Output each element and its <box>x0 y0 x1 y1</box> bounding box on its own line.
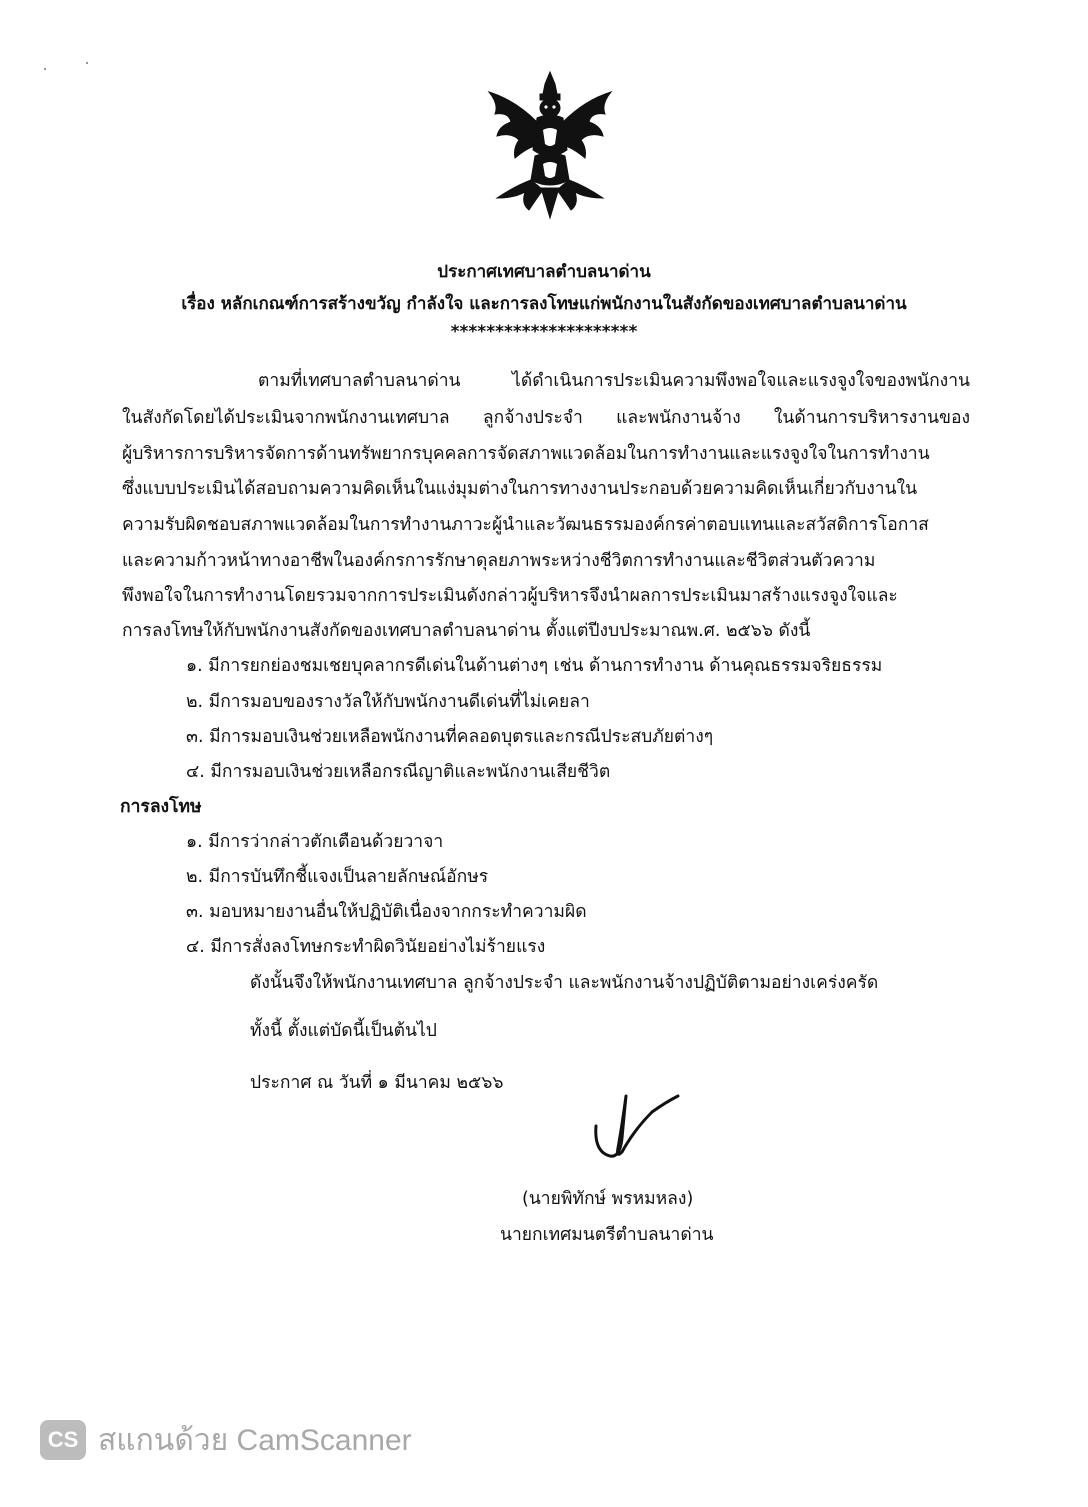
title-separator: ********************* <box>450 322 638 342</box>
punishment-heading: การลงโทษ <box>120 797 202 817</box>
paragraph-line: พึงพอใจในการทำงานโดยรวมจากการประเมินดังกล่าวผู้บริหารจึงนำผลการประเมินมาสร้างแรงจูงใจและ <box>122 586 898 606</box>
camscanner-watermark <box>40 1417 412 1463</box>
announcement-title: ประกาศเทศบาลตำบลนาด่าน <box>437 262 651 282</box>
punishment-item: ๔. มีการสั่งลงโทษกระทำผิดวินัยอย่างไม่ร้ายแรง <box>186 937 546 957</box>
signatory-position: นายกเทศมนตรีตำบลนาด่าน <box>500 1225 714 1245</box>
paragraph-line: ความรับผิดชอบสภาพแวดล้อมในการทำงานภาวะผู้นำและวัฒนธรรมองค์กรค่าตอบแทนและสวัสดิการโอกาส <box>122 515 929 535</box>
paragraph-line: ในสังกัดโดยได้ประเมินจากพนักงานเทศบาล ลูกจ้างประจำ และพนักงานจ้าง ในด้านการบริหารงานของ <box>122 408 970 428</box>
handwritten-signature-icon <box>592 1086 682 1162</box>
announcement-subject: เรื่อง หลักเกณฑ์การสร้างขวัญ กำลังใจ และการลงโทษแก่พนักงานในสังกัดของเทศบาลตำบลนาด่าน <box>181 294 907 314</box>
announcement-date: ประกาศ ณ วันที่ ๑ มีนาคม ๒๕๖๖ <box>250 1073 504 1093</box>
punishment-item: ๒. มีการบันทึกชี้แจงเป็นลายลักษณ์อักษร <box>186 867 489 887</box>
paragraph-line: และความก้าวหน้าทางอาชีพในองค์กรการรักษาดุลยภาพระหว่างชีวิตการทำงานและชีวิตส่วนตัวความ <box>122 551 876 571</box>
effective-statement: ทั้งนี้ ตั้งแต่บัดนี้เป็นต้นไป <box>250 1021 437 1041</box>
paragraph-line: ซึ่งแบบประเมินได้สอบถามความคิดเห็นในแง่มุมต่างในการทางงานประกอบด้วยความคิดเห็นเกี่ยวกับงานใน <box>122 479 918 499</box>
paragraph-line: การลงโทษให้กับพนักงานสังกัดของเทศบาลตำบลนาด่าน ตั้งแต่ปีงบประมาณพ.ศ. ๒๕๖๖ ดังนี้ <box>122 621 811 641</box>
camscanner-logo-icon: CS <box>40 1420 86 1460</box>
reward-item: ๔. มีการมอบเงินช่วยเหลือกรณีญาติและพนักงานเสียชีวิต <box>186 762 611 782</box>
reward-item: ๓. มีการมอบเงินช่วยเหลือพนักงานที่คลอดบุตรและกรณีประสบภัยต่างๆ <box>186 727 714 747</box>
scan-speck <box>44 68 46 70</box>
watermark-text: สแกนด้วย CamScanner <box>98 1423 412 1457</box>
closing-statement: ดังนั้นจึงให้พนักงานเทศบาล ลูกจ้างประจำ และพนักงานจ้างปฏิบัติตามอย่างเคร่งครัด <box>250 973 879 993</box>
reward-item: ๒. มีการมอบของรางวัลให้กับพนักงานดีเด่นที่ไม่เคยลา <box>186 692 590 712</box>
reward-item: ๑. มีการยกย่องชมเชยบุคลากรดีเด่นในด้านต่างๆ เช่น ด้านการทำงาน ด้านคุณธรรมจริยธรรม <box>186 656 883 676</box>
punishment-item: ๑. มีการว่ากล่าวตักเตือนด้วยวาจา <box>186 832 444 852</box>
paragraph-line: ผู้บริหารการบริหารจัดการด้านทรัพยากรบุคคลการจัดสภาพแวดล้อมในการทำงานและแรงจูงใจในการทำงาน <box>122 444 930 464</box>
paragraph-line: ตามที่เทศบาลตำบลนาด่าน ได้ดำเนินการประเมินความพึงพอใจและแรงจูงใจของพนักงาน <box>258 371 970 391</box>
scan-speck <box>86 62 88 64</box>
garuda-emblem-icon <box>485 70 615 220</box>
punishment-item: ๓. มอบหมายงานอื่นให้ปฏิบัติเนื่องจากกระทำความผิด <box>186 902 587 922</box>
signatory-name: (นายพิทักษ์ พรหมหลง) <box>522 1189 694 1209</box>
